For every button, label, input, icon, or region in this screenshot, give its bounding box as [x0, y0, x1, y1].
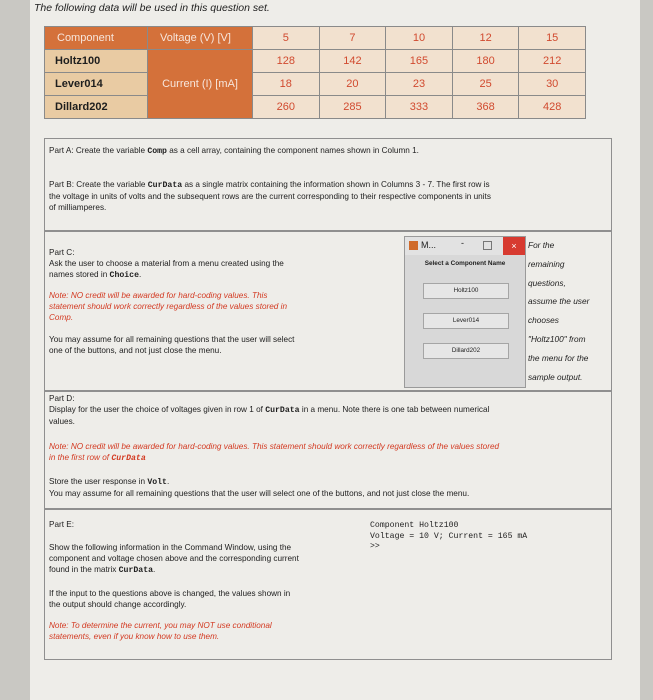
output-line: Component Holtz100 [370, 521, 459, 530]
close-button[interactable]: × [503, 237, 525, 255]
part-b-text-end: as a single matrix containing the information shown in Columns 3 - 7. The first row is [182, 180, 490, 189]
current-cell: 165 [386, 50, 453, 73]
current-cell: 128 [253, 50, 320, 73]
voltage-cell: 5 [253, 27, 320, 50]
output-line: Voltage = 10 V; Current = 165 mA [370, 531, 528, 541]
part-d-box [44, 390, 612, 510]
part-e-note: Note: To determine the current, you may NOT use conditional [49, 621, 272, 630]
current-cell: 333 [386, 96, 453, 119]
menu-prompt: Select a Component Name [424, 260, 506, 267]
side-note [528, 236, 608, 386]
side-note-line: the menu for the [528, 352, 589, 363]
part-e-var: CurData [118, 566, 154, 575]
part-e-line: If the input to the questions above is changed, the values shown in [49, 589, 291, 598]
side-note-line: remaining [528, 258, 565, 269]
parts-ab-box [44, 138, 612, 232]
data-table [44, 26, 586, 119]
part-d-line: values. [49, 417, 75, 426]
table-row [45, 50, 586, 73]
part-e [49, 519, 369, 642]
part-b-text: Part B: Create the variable [49, 180, 148, 189]
matlab-icon [409, 241, 418, 250]
component-menu-window [404, 236, 526, 388]
part-c-note: statement should work correctly regardless of the values stored in [49, 302, 288, 311]
part-e-title: Part E: [49, 520, 75, 529]
part-d-note-var: CurData [111, 454, 146, 463]
current-cell: 285 [319, 96, 386, 119]
current-cell: 260 [253, 96, 320, 119]
part-c-assume: one of the buttons, and not just close the menu. [49, 346, 222, 355]
table-row [45, 96, 586, 119]
part-e-line: Show the following information in the Command Window, using the [49, 543, 292, 552]
part-c-line-end: . [139, 270, 142, 279]
part-d-line-end: in a menu. Note there is one tab between numerical [299, 405, 490, 414]
part-c-note: Comp. [49, 313, 74, 322]
part-c-note: Note: NO credit will be awarded for hard-coding values. This [49, 291, 268, 300]
current-cell: 180 [452, 50, 519, 73]
part-c-line: Ask the user to choose a material from a menu created using the [49, 259, 284, 268]
voltage-cell: 12 [452, 27, 519, 50]
command-prompt: >> [370, 542, 380, 551]
side-note-line: chooses [528, 315, 559, 326]
part-e-line: the output should change accordingly. [49, 600, 187, 609]
component-cell: Dillard202 [45, 96, 148, 119]
current-label: Current (I) [mA] [148, 50, 253, 119]
command-window-output [370, 521, 527, 553]
component-cell: Holtz100 [45, 50, 148, 73]
part-c-box [44, 230, 612, 392]
current-cell: 20 [319, 73, 386, 96]
voltage-cell: 7 [319, 27, 386, 50]
current-cell: 23 [386, 73, 453, 96]
menu-titlebar [405, 237, 525, 255]
part-e-note: statements, even if you know how to use them. [49, 632, 220, 641]
table-row [45, 73, 586, 96]
side-note-line: assume the user [528, 296, 590, 307]
voltage-cell: 10 [386, 27, 453, 50]
side-note-line: "Holtz100" from [528, 333, 586, 344]
part-e-line: found in the matrix [49, 565, 119, 574]
current-cell: 428 [519, 96, 586, 119]
menu-button-holtz100[interactable]: Holtz100 [423, 283, 509, 299]
current-cell: 368 [452, 96, 519, 119]
header-voltage: Voltage (V) [V] [148, 27, 253, 50]
part-c [49, 247, 359, 356]
menu-button-dillard202[interactable]: Dillard202 [423, 343, 509, 359]
part-b-line: the voltage in units of volts and the subsequent rows are the current corresponding to their respective components in units [49, 192, 491, 201]
current-cell: 212 [519, 50, 586, 73]
part-d-assume: You may assume for all remaining questions that the user will select one of the buttons, and not just close the menu. [49, 489, 470, 498]
side-note-line: sample output. [528, 371, 583, 382]
maximize-button[interactable] [483, 241, 492, 250]
part-b [49, 179, 607, 213]
part-d-line: Display for the user the choice of voltages given in row 1 of [49, 405, 266, 414]
part-d-store: Store the user response in [49, 477, 148, 486]
intro-text: The following data will be used in this question set. [34, 2, 270, 14]
part-e-line: component and voltage chosen above and the corresponding current [49, 554, 299, 563]
part-d-store-end: . [166, 477, 170, 486]
current-cell: 142 [319, 50, 386, 73]
part-d-note: Note: NO credit will be awarded for hard-coding values. This statement should work correctly regardless of the values stored [49, 442, 500, 451]
part-e-line-end: . [153, 565, 156, 574]
part-c-title: Part C: [49, 248, 75, 257]
component-cell: Lever014 [45, 73, 148, 96]
part-a-text: Part A: Create the variable [49, 146, 148, 155]
side-note-line: For the [528, 240, 555, 250]
minimize-button[interactable]: - [461, 238, 464, 248]
part-d-note: in the first row of [49, 453, 112, 462]
part-d-var: CurData [265, 406, 300, 415]
part-b-line: of milliamperes. [49, 203, 107, 212]
part-c-line: names stored in [49, 270, 110, 279]
side-note-line: questions, [528, 277, 566, 288]
part-c-assume: You may assume for all remaining questions that the user will select [49, 335, 295, 344]
voltage-cell: 15 [519, 27, 586, 50]
current-cell: 30 [519, 73, 586, 96]
part-a-var: Comp [147, 147, 167, 156]
menu-title: M... [421, 240, 436, 250]
part-d-title: Part D: [49, 394, 75, 403]
current-cell: 18 [253, 73, 320, 96]
part-a [49, 145, 419, 157]
current-cell: 25 [452, 73, 519, 96]
part-c-var: Choice [109, 271, 140, 280]
header-component: Component [45, 27, 148, 50]
table-row [45, 27, 586, 50]
part-a-text-end: as a cell array, containing the component names shown in Column 1. [166, 146, 419, 155]
part-b-var: CurData [147, 181, 183, 190]
part-d-store-var: Volt [147, 478, 167, 487]
part-d [49, 393, 607, 499]
menu-button-lever014[interactable]: Lever014 [423, 313, 509, 329]
